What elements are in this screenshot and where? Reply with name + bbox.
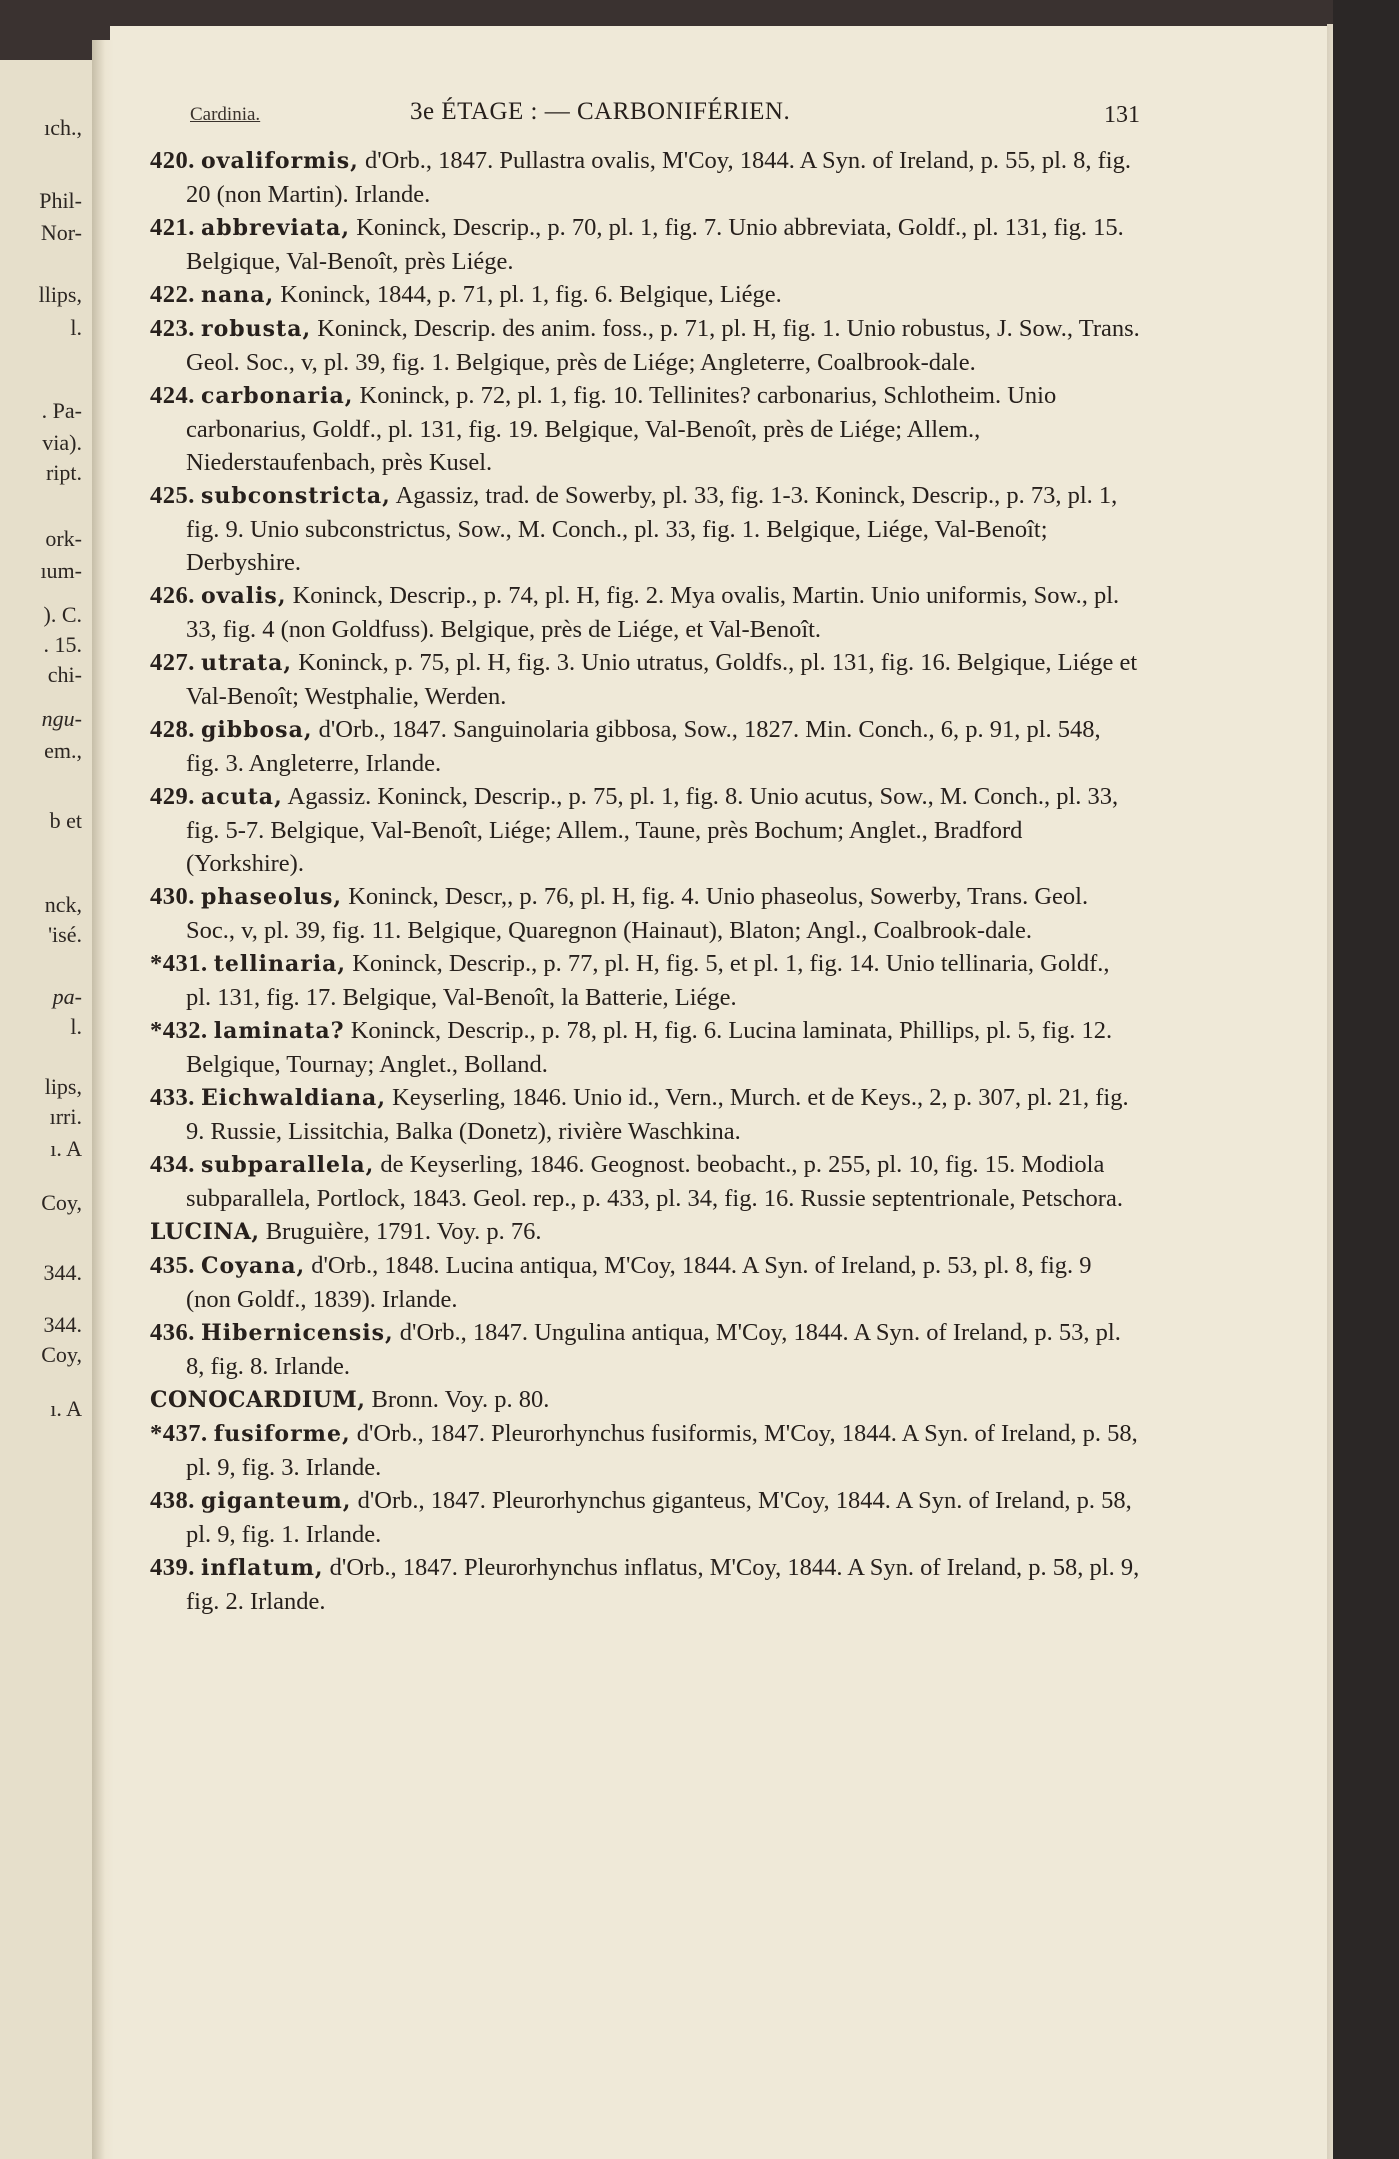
- species-name: carbonaria,: [201, 383, 354, 409]
- entry-number: 429.: [150, 783, 195, 810]
- left-page-fragment: ıch.,: [44, 115, 82, 140]
- left-page-edge: [0, 60, 92, 2159]
- entry-number: 439.: [150, 1554, 195, 1581]
- species-entry: [150, 1081, 1140, 1148]
- left-page-fragment: em.,: [44, 738, 82, 763]
- entry-description: Bronn. Voy. p. 80.: [371, 1386, 550, 1413]
- species-entry: [150, 1148, 1140, 1215]
- species-entry: [150, 144, 1140, 211]
- species-name: ovalis,: [201, 583, 287, 609]
- entry-number: 435.: [150, 1252, 195, 1279]
- species-entry: [150, 1014, 1140, 1081]
- scan-right-border: [1333, 0, 1399, 2159]
- left-page-fragment: lips,: [44, 1074, 82, 1099]
- species-entry: [150, 479, 1140, 579]
- entry-description: d'Orb., 1847. Sanguinolaria gibbosa, Sow., 1827. Min. Conch., 6, p. 91, pl. 548, fig. 3. Angleterre, Irlande.: [186, 716, 1101, 777]
- entry-description: Koninck, Descrip., p. 70, pl. 1, fig. 7. Unio abbreviata, Goldf., pl. 131, fig. 15. Belgique, Val-Benoît, près Liége.: [186, 214, 1124, 275]
- left-page-fragment: pa-: [52, 984, 82, 1009]
- entry-number: 423.: [150, 315, 195, 342]
- genus-name: LUCINA,: [150, 1219, 260, 1245]
- left-page-fragment: Phil-: [39, 188, 82, 213]
- entry-number: 434.: [150, 1151, 195, 1178]
- page-number: 131: [1104, 102, 1140, 128]
- species-name: gibbosa,: [201, 717, 313, 743]
- species-entry: [150, 579, 1140, 646]
- entry-description: Keyserling, 1846. Unio id., Vern., Murch. et de Keys., 2, p. 307, pl. 21, fig. 9. Russie, Lissitchia, Balka (Donetz), rivière Waschkina.: [186, 1084, 1129, 1145]
- entry-description: Koninck, Descrip. des anim. foss., p. 71, pl. H, fig. 1. Unio robustus, J. Sow., Trans. Geol. Soc., v, pl. 39, fig. 1. Belgique, près de Liége; Angleterre, Coalbrook-dale.: [186, 315, 1140, 376]
- entry-description: Koninck, Descrip., p. 78, pl. H, fig. 6. Lucina laminata, Phillips, pl. 5, fig. 12. Belgique, Tournay; Anglet., Bolland.: [186, 1017, 1113, 1078]
- entry-description: d'Orb., 1847. Pleurorhynchus giganteus, M'Coy, 1844. A Syn. of Ireland, p. 58, pl. 9, fig. 1. Irlande.: [186, 1487, 1132, 1548]
- left-page-fragment: b et: [49, 808, 82, 833]
- entry-description: Koninck, p. 75, pl. H, fig. 3. Unio utratus, Goldfs., pl. 131, fig. 16. Belgique, Liége et Val-Benoît; Westphalie, Werden.: [186, 649, 1138, 710]
- species-name: inflatum,: [201, 1555, 324, 1581]
- page-title: 3e ÉTAGE : — CARBONIFÉRIEN.: [410, 98, 791, 125]
- species-entry: [150, 312, 1140, 379]
- species-name: fusiforme,: [213, 1421, 351, 1447]
- right-page: [150, 98, 1150, 1618]
- entry-number: 426.: [150, 582, 195, 609]
- left-page-fragment: ırri.: [49, 1104, 82, 1129]
- running-head: Cardinia.: [190, 104, 261, 125]
- species-entry: [150, 780, 1140, 880]
- genus-heading: [150, 1215, 1140, 1249]
- left-page-fragment: ı. A: [50, 1136, 82, 1161]
- species-entry: [150, 1484, 1140, 1551]
- species-name: ovaliformis,: [201, 148, 359, 174]
- entry-description: d'Orb., 1847. Pleurorhynchus fusiformis, M'Coy, 1844. A Syn. of Ireland, p. 58, pl. 9, fig. 3. Irlande.: [186, 1420, 1138, 1481]
- entry-number: 436.: [150, 1319, 195, 1346]
- left-page-fragment: . 15.: [43, 632, 82, 657]
- entry-number: 424.: [150, 382, 195, 409]
- species-name: utrata,: [201, 650, 293, 676]
- left-page-fragment: nck,: [44, 892, 82, 917]
- species-entry: [150, 947, 1140, 1014]
- left-page-fragment: Nor-: [40, 220, 82, 245]
- entry-number: 425.: [150, 482, 195, 509]
- species-entry: [150, 880, 1140, 947]
- species-name: nana,: [201, 282, 275, 308]
- species-name: tellinaria,: [213, 951, 347, 977]
- entry-description: Koninck, Descrip., p. 77, pl. H, fig. 5, et pl. 1, fig. 14. Unio tellinaria, Goldf., pl. 131, fig. 17. Belgique, Val-Benoît, la Batterie, Liége.: [186, 950, 1110, 1011]
- species-entry: [150, 379, 1140, 479]
- page-header: [150, 98, 1150, 138]
- species-entry: [150, 1551, 1140, 1618]
- species-name: subparallela,: [201, 1152, 375, 1178]
- left-page-fragment: . Pa-: [41, 398, 82, 423]
- species-entry: [150, 278, 1140, 312]
- species-name: Coyana,: [201, 1253, 306, 1279]
- species-entry: [150, 1417, 1140, 1484]
- species-name: laminata?: [213, 1018, 345, 1044]
- entry-number: 428.: [150, 716, 195, 743]
- entry-description: Koninck, Descrip., p. 74, pl. H, fig. 2. Mya ovalis, Martin. Unio uniformis, Sow., pl. 33, fig. 4 (non Goldfuss). Belgique, près de Liége, et Val-Benoît.: [186, 582, 1120, 643]
- left-page-fragment: chi-: [47, 662, 82, 687]
- entry-description: d'Orb., 1847. Pullastra ovalis, M'Coy, 1844. A Syn. of Ireland, p. 55, pl. 8, fig. 20 (non Martin). Irlande.: [186, 147, 1131, 208]
- species-name: giganteum,: [201, 1488, 352, 1514]
- entry-description: d'Orb., 1847. Pleurorhynchus inflatus, M'Coy, 1844. A Syn. of Ireland, p. 58, pl. 9, fig. 2. Irlande.: [186, 1554, 1140, 1615]
- left-page-fragment: ıum-: [40, 558, 82, 583]
- left-page-fragment: 344.: [43, 1312, 82, 1337]
- entry-description: d'Orb., 1848. Lucina antiqua, M'Coy, 1844. A Syn. of Ireland, p. 53, pl. 8, fig. 9 (non Goldf., 1839). Irlande.: [186, 1252, 1092, 1313]
- left-page-fragment: ngu-: [41, 706, 82, 731]
- entry-number: 422.: [150, 281, 195, 308]
- left-page-fragment: ı. A: [50, 1396, 82, 1421]
- left-page-fragment: llips,: [38, 282, 82, 307]
- left-page-fragment: l.: [70, 315, 82, 340]
- entry-number: 421.: [150, 214, 195, 241]
- left-page-fragment: 'isé.: [48, 922, 82, 947]
- entry-description: Bruguière, 1791. Voy. p. 76.: [265, 1218, 542, 1245]
- left-page-fragment: ript.: [45, 460, 82, 485]
- left-page-fragment: l.: [70, 1014, 82, 1039]
- entry-description: Koninck, Descr,, p. 76, pl. H, fig. 4. Unio phaseolus, Sowerby, Trans. Geol. Soc., v, pl. 39, fig. 11. Belgique, Quaregnon (Hainaut), Blaton; Angl., Coalbrook-dale.: [186, 883, 1089, 944]
- species-entry: [150, 713, 1140, 780]
- entry-description: Agassiz, trad. de Sowerby, pl. 33, fig. 1-3. Koninck, Descrip., p. 73, pl. 1, fig. 9. Unio subconstrictus, Sow., M. Conch., pl. 33, fig. 1. Belgique, Liége, Val-Benoît; Derbyshire.: [186, 482, 1118, 576]
- entry-description: de Keyserling, 1846. Geognost. beobacht., p. 255, pl. 10, fig. 15. Modiola subparallela, Portlock, 1843. Geol. rep., p. 433, pl. 34, fig. 16. Russie septentrionale, Petschora.: [186, 1151, 1123, 1212]
- species-name: Hibernicensis,: [201, 1320, 394, 1346]
- entry-number: 433.: [150, 1084, 195, 1111]
- entry-description: Koninck, p. 72, pl. 1, fig. 10. Tellinites? carbonarius, Schlotheim. Unio carbonarius, Goldf., pl. 131, fig. 19. Belgique, Val-Benoît, près de Liége; Allem., Niederstaufenbach, près Kusel.: [186, 382, 1057, 476]
- species-name: phaseolus,: [201, 884, 343, 910]
- species-entry: [150, 1249, 1140, 1316]
- left-page-fragment: ork-: [45, 526, 82, 551]
- entry-description: d'Orb., 1847. Ungulina antiqua, M'Coy, 1844. A Syn. of Ireland, p. 53, pl. 8, fig. 8. Irlande.: [186, 1319, 1121, 1380]
- species-entry: [150, 1316, 1140, 1383]
- genus-heading: [150, 1383, 1140, 1417]
- entry-number: *431.: [150, 950, 208, 977]
- left-page-fragment: ). C.: [43, 602, 82, 627]
- species-entry: [150, 211, 1140, 278]
- species-name: robusta,: [201, 316, 312, 342]
- entry-description: Koninck, 1844, p. 71, pl. 1, fig. 6. Belgique, Liége.: [280, 281, 782, 308]
- entry-number: *432.: [150, 1017, 208, 1044]
- species-name: acuta,: [201, 784, 283, 810]
- entry-number: 420.: [150, 147, 195, 174]
- entry-description: Agassiz. Koninck, Descrip., p. 75, pl. 1, fig. 8. Unio acutus, Sow., M. Conch., pl. 33, fig. 5-7. Belgique, Val-Benoît, Liége; Allem., Taune, près Bochum; Anglet., Bradford (Yorkshire).: [186, 783, 1119, 877]
- book-gutter: [92, 40, 114, 2159]
- species-name: subconstricta,: [201, 483, 391, 509]
- species-list: [150, 144, 1140, 1618]
- species-name: abbreviata,: [201, 215, 351, 241]
- genus-name: CONOCARDIUM,: [150, 1387, 366, 1413]
- left-page-fragment: Coy,: [41, 1342, 82, 1367]
- left-page-fragment: 344.: [43, 1260, 82, 1285]
- species-entry: [150, 646, 1140, 713]
- species-name: Eichwaldiana,: [201, 1085, 386, 1111]
- entry-number: 430.: [150, 883, 195, 910]
- scan-top-border: [0, 0, 1399, 26]
- entry-number: 438.: [150, 1487, 195, 1514]
- entry-number: 427.: [150, 649, 195, 676]
- left-page-fragment: via).: [42, 430, 82, 455]
- entry-number: *437.: [150, 1420, 208, 1447]
- left-page-fragment: Coy,: [41, 1190, 82, 1215]
